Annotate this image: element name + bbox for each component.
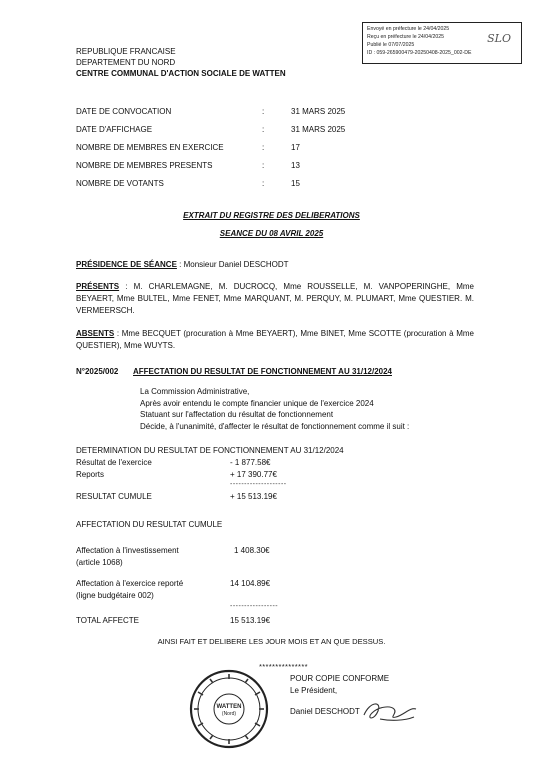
- affectation-inv-value: 1 408.30€: [234, 546, 270, 555]
- determination-cumul-value: + 15 513.19€: [230, 492, 277, 501]
- signature-stars: ***************: [259, 662, 308, 671]
- affectation-rep-line2: (ligne budgétaire 002): [76, 591, 154, 600]
- seal-center-subtext: (Nord): [221, 711, 237, 717]
- president-name: Daniel DESCHODT: [290, 707, 360, 716]
- info-label-affichage: DATE D'AFFICHAGE: [76, 125, 153, 134]
- stamp-line-id: ID : 059-265900479-20250408-2025_002-DE: [367, 50, 472, 56]
- info-label-votants: NOMBRE DE VOTANTS: [76, 179, 164, 188]
- determination-dots: --------------------: [230, 481, 287, 488]
- info-sep: :: [262, 107, 265, 116]
- header-ccas: CENTRE COMMUNAL D'ACTION SOCIALE DE WATTEN: [76, 69, 286, 78]
- affectation-rep-value: 14 104.89€: [230, 579, 271, 588]
- presents-text: : M. CHARLEMAGNE, M. DUCROCQ, Mme ROUSSELLE, M. VANPOPERINGHE, Mme BEYAERT, Mme BULTEL, Mme FENET, Mme MARQUANT, M. PERQUY, M. PLUMART, Mme QUESTIER. M. VERMEERSCH.: [76, 282, 474, 315]
- stamp-line-received: Reçu en préfecture le 24/04/2025: [367, 34, 445, 40]
- prefecture-stamp: [362, 22, 522, 64]
- determination-label-reports: Reports: [76, 470, 105, 479]
- presidence-line: [76, 259, 289, 270]
- determination-value-reports: + 17 390.77€: [230, 470, 277, 479]
- handwritten-signature-icon: [360, 697, 420, 725]
- info-label-membres-exercice: NOMBRE DE MEMBRES EN EXERCICE: [76, 143, 224, 152]
- seal-center-text: WATTEN: [216, 704, 242, 710]
- affectation-inv-line1: Affectation à l'investissement: [76, 546, 179, 555]
- closing-statement: AINSI FAIT ET DELIBERE LES JOUR MOIS ET AN QUE DESSUS.: [157, 637, 386, 646]
- info-sep: :: [262, 143, 265, 152]
- info-value-membres-exercice: 17: [291, 143, 300, 152]
- seance-title: SEANCE DU 08 AVRIL 2025: [219, 229, 324, 238]
- absents-label: ABSENTS: [76, 329, 115, 338]
- pour-copie-conforme: POUR COPIE CONFORME: [290, 674, 390, 683]
- info-sep: :: [262, 161, 265, 170]
- presents-paragraph: [76, 281, 474, 317]
- absents-text: : Mme BECQUET (procuration à Mme BEYAERT), Mme BINET, Mme SCOTTE (procuration à Mme QUESTIER), Mme WUYTS.: [76, 329, 474, 350]
- president-title: Le Président,: [290, 686, 338, 695]
- info-value-affichage: 31 MARS 2025: [291, 125, 346, 134]
- extrait-title: EXTRAIT DU REGISTRE DES DELIBERATIONS: [183, 211, 360, 220]
- header-republic: REPUBLIQUE FRANCAISE: [76, 47, 176, 56]
- affectation-rep-line1: Affectation à l'exercice reporté: [76, 579, 184, 588]
- header-department: DEPARTEMENT DU NORD: [76, 58, 176, 67]
- presidence-label: PRÉSIDENCE DE SÉANCE: [76, 260, 177, 269]
- deliberation-line: Statuant sur l'affectation du résultat de fonctionnement: [140, 410, 334, 419]
- determination-value-exercice: - 1 877.58€: [230, 458, 271, 467]
- determination-label-exercice: Résultat de l'exercice: [76, 458, 152, 467]
- info-sep: :: [262, 125, 265, 134]
- deliberation-number: N°2025/002: [76, 367, 119, 376]
- presidence-text: : Monsieur Daniel DESCHODT: [176, 260, 289, 269]
- official-seal-icon: [188, 668, 270, 750]
- presents-label: PRÉSENTS: [76, 282, 120, 291]
- deliberation-line: Décide, à l'unanimité, d'affecter le résultat de fonctionnement comme il suit :: [140, 421, 410, 431]
- stamp-line-sent: Envoyé en préfecture le 24/04/2025: [367, 26, 450, 32]
- determination-cumul-label: RESULTAT CUMULE: [76, 492, 152, 501]
- affectation-inv-line2: (article 1068): [76, 558, 123, 567]
- deliberation-line: La Commission Administrative,: [140, 387, 250, 396]
- deliberation-line: Après avoir entendu le compte financier unique de l'exercice 2024: [140, 398, 374, 408]
- affectation-total-label: TOTAL AFFECTE: [76, 616, 139, 625]
- affectation-total-value: 15 513.19€: [230, 616, 271, 625]
- info-sep: :: [262, 179, 265, 188]
- stamp-handwriting: SLO: [487, 32, 511, 45]
- info-label-membres-presents: NOMBRE DE MEMBRES PRESENTS: [76, 161, 213, 170]
- info-label-convocation: DATE DE CONVOCATION: [76, 107, 172, 116]
- info-value-membres-presents: 13: [291, 161, 300, 170]
- affectation-title: AFFECTATION DU RESULTAT CUMULE: [76, 520, 223, 529]
- deliberation-title: AFFECTATION DU RESULTAT DE FONCTIONNEMENT AU 31/12/2024: [133, 367, 392, 376]
- absents-paragraph: [76, 328, 474, 352]
- stamp-line-published: Publié le 07/07/2025: [367, 42, 415, 48]
- info-value-votants: 15: [291, 179, 300, 188]
- determination-title: DETERMINATION DU RESULTAT DE FONCTIONNEMENT AU 31/12/2024: [76, 446, 344, 455]
- info-value-convocation: 31 MARS 2025: [291, 107, 346, 116]
- affectation-dots: -----------------: [230, 603, 279, 610]
- deliberation-body: [140, 386, 409, 432]
